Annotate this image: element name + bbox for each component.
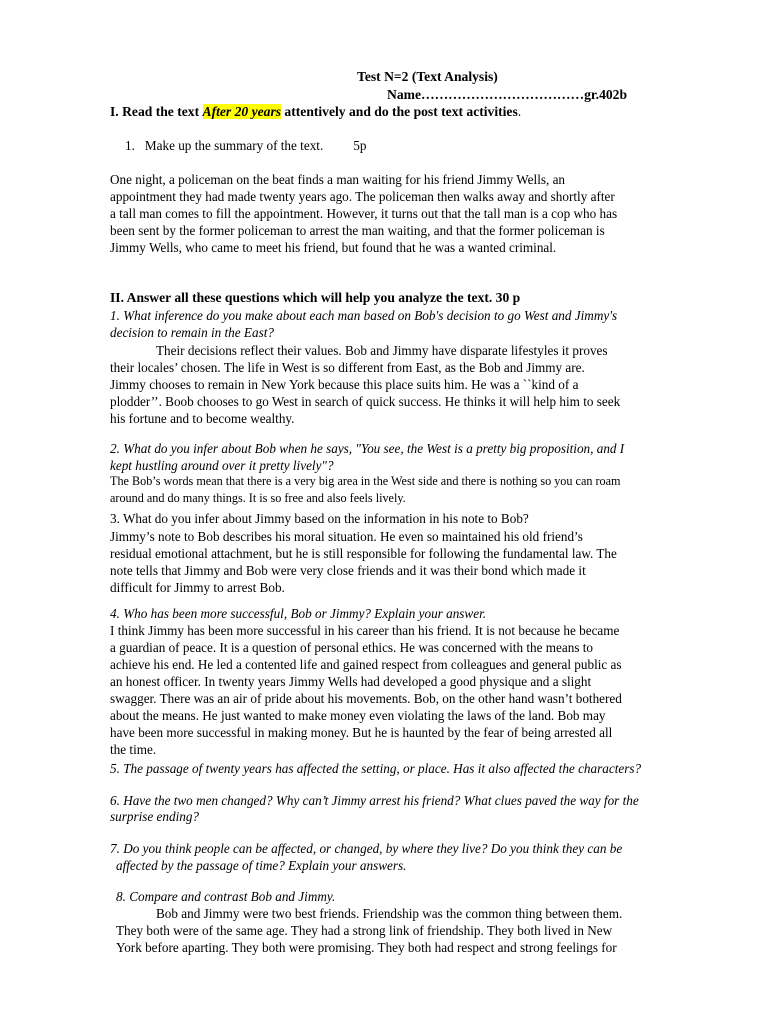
question-1: decision to remain in the East? [110, 325, 274, 340]
answer-2: around and do many things. It is so free and also feels lively. [110, 491, 406, 505]
answer-4: about the means. He just wanted to make money even violating the laws of the land. Bob may [110, 708, 606, 723]
answer-3: difficult for Jimmy to arrest Bob. [110, 580, 285, 595]
answer-4: swagger. There was an air of pride about his movements. Bob, on the other hand wasn’t bothered [110, 691, 622, 706]
summary-line: Jimmy Wells, who came to meet his friend, but found that he was a wanted criminal. [110, 240, 557, 255]
answer-4: an honest officer. In twenty years Jimmy Wells had developed a good physique and a slight [110, 674, 592, 689]
name-line: Name………………………………gr.402b [387, 87, 628, 102]
answer-1: Their decisions reflect their values. Bob and Jimmy have disparate lifestyles it proves [156, 343, 608, 358]
question-1: 1. What inference do you make about each man based on Bob's decision to go West and Jimmy's [110, 308, 618, 323]
question-5: 5. The passage of twenty years has affected the setting, or place. Has it also affected the characters? [110, 761, 642, 776]
section1-heading: I. Read the text After 20 years attentively and do the post text activities. [110, 104, 522, 119]
answer-8: They both were of the same age. They had a strong link of friendship. They both lived in New [116, 923, 613, 938]
answer-4: I think Jimmy has been more successful in his career than his friend. It is not because he became [110, 623, 620, 638]
summary-line: appointment they had made twenty years ago. The policeman then walks away and shortly after [110, 189, 615, 204]
test-title: Test N=2 (Text Analysis) [357, 69, 498, 84]
answer-1: his fortune and to become wealthy. [110, 411, 295, 426]
summary-line: been sent by the former policeman to arrest the man waiting, and that the former policeman is [110, 223, 605, 238]
highlighted-title: After 20 years [202, 104, 282, 119]
summary-line: One night, a policeman on the beat finds a man waiting for his friend Jimmy Wells, an [110, 172, 566, 187]
answer-3: Jimmy’s note to Bob describes his moral situation. He even so maintained his old friend’s [110, 529, 583, 544]
question-6: 6. Have the two men changed? Why can’t Jimmy arrest his friend? What clues paved the way for the [110, 793, 639, 808]
answer-8: York before aparting. They both were promising. They both had respect and strong feelings for [116, 940, 617, 955]
question-7: affected by the passage of time? Explain your answers. [116, 858, 407, 873]
answer-1: plodder’’. Boob chooses to go West in search of quick success. He thinks it will help him to seek [110, 394, 621, 409]
section2-heading: II. Answer all these questions which will help you analyze the text. 30 p [110, 290, 521, 305]
answer-4: have been more successful in making money. But he is haunted by the fear of being arrested all [110, 725, 613, 740]
answer-8: Bob and Jimmy were two best friends. Friendship was the common thing between them. [156, 906, 623, 921]
question-6: surprise ending? [110, 809, 200, 824]
question-3: 3. What do you infer about Jimmy based on the information in his note to Bob? [110, 511, 529, 526]
question-8: 8. Compare and contrast Bob and Jimmy. [116, 889, 336, 904]
question-7: 7. Do you think people can be affected, or changed, by where they live? Do you think they can be [110, 841, 623, 856]
question-2: 2. What do you infer about Bob when he says, "You see, the West is a pretty big proposition, and I [110, 441, 625, 456]
task1: 1. Make up the summary of the text. 5p [125, 138, 367, 153]
answer-4: achieve his end. He led a contented life and gained respect from colleagues and general public as [110, 657, 622, 672]
answer-2: The Bob’s words mean that there is a very big area in the West side and there is nothing so you can roam [110, 474, 621, 488]
answer-4: a guardian of peace. It is a question of personal ethics. He was concerned with the means to [110, 640, 594, 655]
summary-line: a tall man comes to fill the appointment. However, it turns out that the tall man is a cop who has [110, 206, 618, 221]
answer-3: note tells that Jimmy and Bob were very close friends and it was their bond which made it [110, 563, 586, 578]
answer-1: their locales’ chosen. The life in West is so different from East, as the Bob and Jimmy are. [110, 360, 585, 375]
answer-1: Jimmy chooses to remain in New York because this place suits him. He was a ``kind of a [110, 377, 579, 392]
answer-3: residual emotional attachment, but he is still responsible for following the fundamental law. The [110, 546, 617, 561]
answer-4: the time. [110, 742, 157, 757]
question-4: 4. Who has been more successful, Bob or Jimmy? Explain your answer. [110, 606, 487, 621]
question-2: kept hustling around over it pretty lively"? [110, 458, 334, 473]
